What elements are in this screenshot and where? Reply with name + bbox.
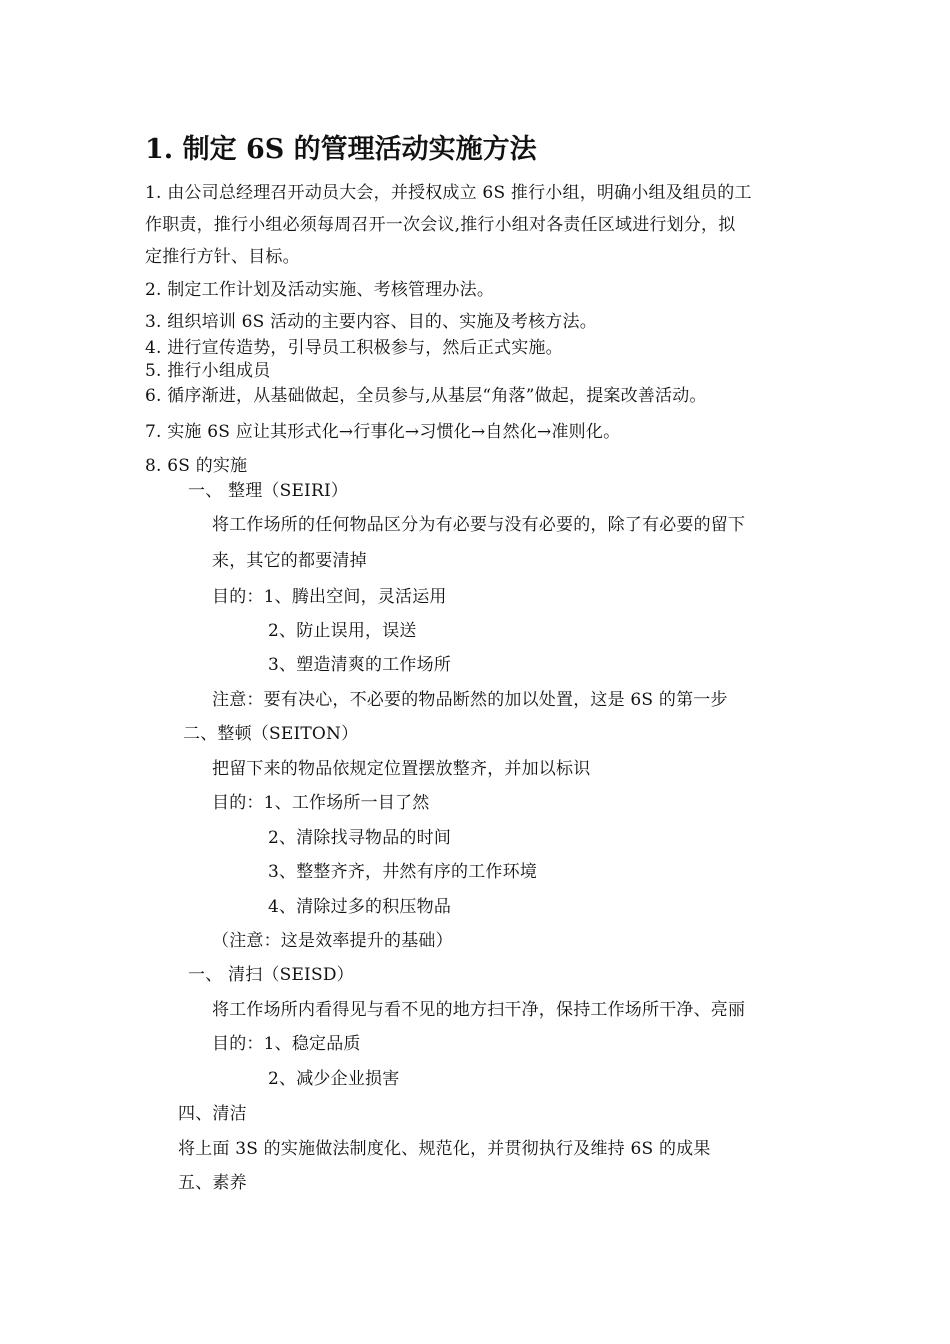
- section-heading: 二、整顿（SEITON）: [183, 724, 359, 744]
- section-text: 来，其它的都要清掉: [212, 551, 367, 571]
- list-item: 3. 组织培训 6S 活动的主要内容、目的、实施及考核方法。: [145, 312, 597, 332]
- goal-item: 目的：1、腾出空间，灵活运用: [212, 587, 447, 607]
- paragraph-line: 作职责，推行小组必须每周召开一次会议,推行小组对各责任区域进行划分，拟: [145, 215, 736, 235]
- section-text: 将工作场所内看得见与看不见的地方扫干净，保持工作场所干净、亮丽: [212, 1000, 746, 1020]
- paragraph-line: 定推行方针、目标。: [145, 247, 300, 267]
- section-text: 将上面 3S 的实施做法制度化、规范化，并贯彻执行及维持 6S 的成果: [178, 1139, 711, 1159]
- list-item: 2. 制定工作计划及活动实施、考核管理办法。: [145, 280, 495, 300]
- list-item: 5. 推行小组成员: [145, 361, 271, 381]
- goal-item: 2、清除找寻物品的时间: [268, 828, 452, 848]
- section-heading: 一、 整理（SEIRI）: [188, 481, 349, 501]
- goal-item: 3、整整齐齐，井然有序的工作环境: [268, 862, 538, 882]
- section-note: 注意：要有决心，不必要的物品断然的加以处置，这是 6S 的第一步: [212, 690, 728, 710]
- goal-item: 目的：1、稳定品质: [212, 1034, 361, 1054]
- goal-item: 4、清除过多的积压物品: [268, 897, 452, 917]
- list-item: 8. 6S 的实施: [145, 456, 248, 476]
- section-heading: 四、清洁: [178, 1104, 247, 1124]
- section-heading: 五、素养: [178, 1173, 247, 1193]
- list-item: 7. 实施 6S 应让其形式化→行事化→习惯化→自然化→准则化。: [145, 422, 621, 442]
- goal-item: 目的：1、工作场所一目了然: [212, 793, 430, 813]
- section-heading: 一、 清扫（SEISD）: [188, 965, 354, 985]
- section-text: 把留下来的物品依规定位置摆放整齐，并加以标识: [212, 759, 591, 779]
- goal-item: 2、防止误用，误送: [268, 621, 417, 641]
- list-item: 6. 循序渐进，从基础做起，全员参与,从基层“角落”做起，提案改善活动。: [145, 386, 707, 406]
- goal-item: 3、塑造清爽的工作场所: [268, 655, 452, 675]
- list-item: 4. 进行宣传造势，引导员工积极参与，然后正式实施。: [145, 338, 563, 358]
- goal-item: 2、减少企业损害: [268, 1069, 400, 1089]
- paragraph-line: 1. 由公司总经理召开动员大会，并授权成立 6S 推行小组，明确小组及组员的工: [145, 183, 752, 203]
- section-text: 将工作场所的任何物品区分为有必要与没有必要的，除了有必要的留下: [212, 515, 746, 535]
- section-note: （注意：这是效率提升的基础）: [212, 931, 453, 951]
- document-title: 1. 制定 6S 的管理活动实施方法: [145, 134, 537, 165]
